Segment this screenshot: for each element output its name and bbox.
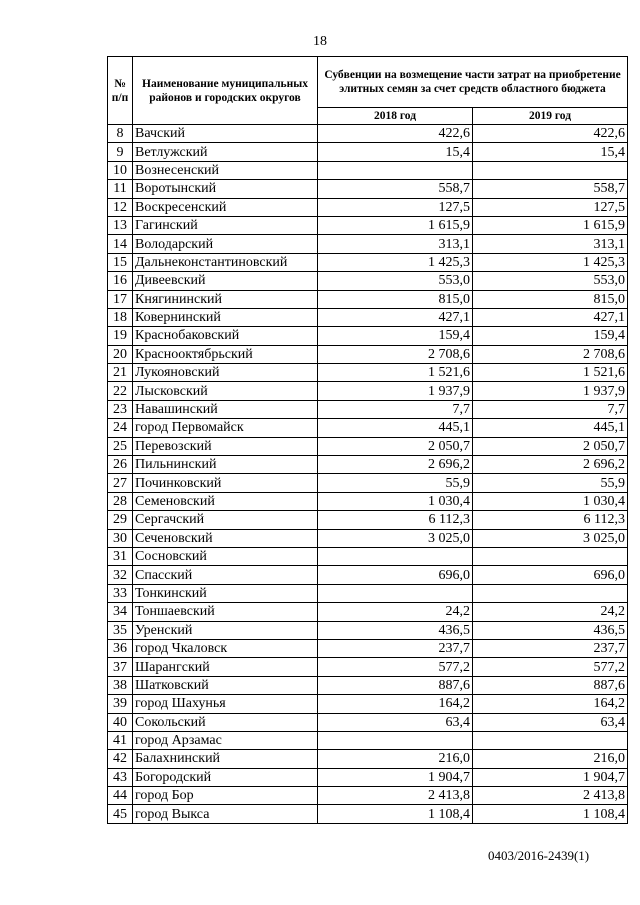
value-2018: 1 108,4 xyxy=(318,805,473,823)
table-row xyxy=(108,198,628,216)
value-2019: 55,9 xyxy=(473,474,628,492)
value-2019: 2 708,6 xyxy=(473,345,628,363)
value-2019: 216,0 xyxy=(473,750,628,768)
value-2019 xyxy=(473,547,628,565)
row-number: 37 xyxy=(108,658,133,676)
district-name: Тонкинский xyxy=(133,584,318,602)
row-number: 14 xyxy=(108,235,133,253)
value-2018 xyxy=(318,161,473,179)
value-2018: 577,2 xyxy=(318,658,473,676)
row-number: 10 xyxy=(108,161,133,179)
district-name: Тоншаевский xyxy=(133,603,318,621)
value-2018 xyxy=(318,547,473,565)
row-number: 41 xyxy=(108,731,133,749)
row-number: 26 xyxy=(108,456,133,474)
table-row xyxy=(108,437,628,455)
value-2018 xyxy=(318,731,473,749)
table-row xyxy=(108,308,628,326)
value-2019: 1 030,4 xyxy=(473,492,628,510)
table-row xyxy=(108,639,628,657)
value-2019: 2 050,7 xyxy=(473,437,628,455)
value-2019: 577,2 xyxy=(473,658,628,676)
value-2019: 2 696,2 xyxy=(473,456,628,474)
value-2018: 24,2 xyxy=(318,603,473,621)
value-2019: 24,2 xyxy=(473,603,628,621)
value-2018: 237,7 xyxy=(318,639,473,657)
table-row xyxy=(108,676,628,694)
value-2019: 558,7 xyxy=(473,180,628,198)
value-2018: 6 112,3 xyxy=(318,511,473,529)
row-number: 19 xyxy=(108,327,133,345)
district-name: Сокольский xyxy=(133,713,318,731)
value-2018: 216,0 xyxy=(318,750,473,768)
row-number: 25 xyxy=(108,437,133,455)
table-row xyxy=(108,327,628,345)
value-2018: 436,5 xyxy=(318,621,473,639)
value-2019: 313,1 xyxy=(473,235,628,253)
row-number: 42 xyxy=(108,750,133,768)
row-number: 28 xyxy=(108,492,133,510)
value-2018: 1 030,4 xyxy=(318,492,473,510)
value-2018: 815,0 xyxy=(318,290,473,308)
table-row xyxy=(108,768,628,786)
table-row xyxy=(108,658,628,676)
header-2018: 2018 год xyxy=(318,108,473,125)
table-row xyxy=(108,621,628,639)
table-row xyxy=(108,584,628,602)
row-number: 13 xyxy=(108,216,133,234)
table-row xyxy=(108,787,628,805)
table-row xyxy=(108,529,628,547)
header-subsidy: Субвенции на возмещение части затрат на приобретение элитных семян за счет средств областного бюджета xyxy=(318,57,628,108)
header-num: № п/п xyxy=(108,57,133,125)
value-2019: 3 025,0 xyxy=(473,529,628,547)
district-name: Шарангский xyxy=(133,658,318,676)
value-2018: 63,4 xyxy=(318,713,473,731)
district-name: город Выкса xyxy=(133,805,318,823)
value-2019: 553,0 xyxy=(473,272,628,290)
district-name: Гагинский xyxy=(133,216,318,234)
value-2019: 445,1 xyxy=(473,419,628,437)
row-number: 33 xyxy=(108,584,133,602)
row-number: 43 xyxy=(108,768,133,786)
value-2018: 2 696,2 xyxy=(318,456,473,474)
value-2018: 887,6 xyxy=(318,676,473,694)
district-name: город Шахунья xyxy=(133,695,318,713)
district-name: Княгининский xyxy=(133,290,318,308)
value-2019 xyxy=(473,731,628,749)
table-row xyxy=(108,400,628,418)
value-2018 xyxy=(318,584,473,602)
value-2018: 427,1 xyxy=(318,308,473,326)
value-2019: 2 413,8 xyxy=(473,787,628,805)
value-2018: 2 050,7 xyxy=(318,437,473,455)
row-number: 38 xyxy=(108,676,133,694)
value-2018: 2 708,6 xyxy=(318,345,473,363)
value-2019: 1 937,9 xyxy=(473,382,628,400)
district-name: город Первомайск xyxy=(133,419,318,437)
value-2018: 1 904,7 xyxy=(318,768,473,786)
value-2018: 1 521,6 xyxy=(318,364,473,382)
value-2019: 422,6 xyxy=(473,125,628,143)
value-2018: 1 937,9 xyxy=(318,382,473,400)
table-row xyxy=(108,180,628,198)
value-2019: 427,1 xyxy=(473,308,628,326)
row-number: 24 xyxy=(108,419,133,437)
table-row xyxy=(108,456,628,474)
header-name: Наименование муниципальных районов и городских округов xyxy=(133,57,318,125)
district-name: Ковернинский xyxy=(133,308,318,326)
value-2018: 2 413,8 xyxy=(318,787,473,805)
value-2018: 164,2 xyxy=(318,695,473,713)
value-2019: 7,7 xyxy=(473,400,628,418)
value-2019 xyxy=(473,161,628,179)
table-row xyxy=(108,290,628,308)
table-row xyxy=(108,547,628,565)
value-2019: 1 904,7 xyxy=(473,768,628,786)
value-2018: 696,0 xyxy=(318,566,473,584)
district-name: Лукояновский xyxy=(133,364,318,382)
value-2018: 1 615,9 xyxy=(318,216,473,234)
district-name: Спасский xyxy=(133,566,318,584)
table-row xyxy=(108,731,628,749)
value-2018: 15,4 xyxy=(318,143,473,161)
value-2019: 1 521,6 xyxy=(473,364,628,382)
value-2019: 1 615,9 xyxy=(473,216,628,234)
value-2019: 696,0 xyxy=(473,566,628,584)
row-number: 21 xyxy=(108,364,133,382)
row-number: 8 xyxy=(108,125,133,143)
value-2018: 7,7 xyxy=(318,400,473,418)
table-row xyxy=(108,143,628,161)
value-2018: 1 425,3 xyxy=(318,253,473,271)
row-number: 23 xyxy=(108,400,133,418)
district-name: Сеченовский xyxy=(133,529,318,547)
value-2018: 553,0 xyxy=(318,272,473,290)
subsidy-table xyxy=(107,56,628,824)
value-2018: 558,7 xyxy=(318,180,473,198)
row-number: 30 xyxy=(108,529,133,547)
value-2019: 1 108,4 xyxy=(473,805,628,823)
table-row xyxy=(108,695,628,713)
district-name: Лысковский xyxy=(133,382,318,400)
row-number: 39 xyxy=(108,695,133,713)
row-number: 29 xyxy=(108,511,133,529)
table-row xyxy=(108,382,628,400)
district-name: Краснооктябрьский xyxy=(133,345,318,363)
row-number: 40 xyxy=(108,713,133,731)
table-row xyxy=(108,345,628,363)
table-body xyxy=(108,125,628,824)
header-2019: 2019 год xyxy=(473,108,628,125)
value-2019: 63,4 xyxy=(473,713,628,731)
value-2019: 815,0 xyxy=(473,290,628,308)
value-2019: 887,6 xyxy=(473,676,628,694)
district-name: город Чкаловск xyxy=(133,639,318,657)
value-2019: 1 425,3 xyxy=(473,253,628,271)
table-row xyxy=(108,216,628,234)
district-name: Перевозский xyxy=(133,437,318,455)
table-row xyxy=(108,474,628,492)
row-number: 18 xyxy=(108,308,133,326)
district-name: Пильнинский xyxy=(133,456,318,474)
district-name: город Бор xyxy=(133,787,318,805)
district-name: Балахнинский xyxy=(133,750,318,768)
row-number: 11 xyxy=(108,180,133,198)
table-row xyxy=(108,492,628,510)
table-row xyxy=(108,750,628,768)
table-row xyxy=(108,161,628,179)
district-name: Краснобаковский xyxy=(133,327,318,345)
row-number: 32 xyxy=(108,566,133,584)
row-number: 22 xyxy=(108,382,133,400)
value-2018: 55,9 xyxy=(318,474,473,492)
row-number: 36 xyxy=(108,639,133,657)
district-name: Ветлужский xyxy=(133,143,318,161)
district-name: Воскресенский xyxy=(133,198,318,216)
row-number: 27 xyxy=(108,474,133,492)
value-2019: 164,2 xyxy=(473,695,628,713)
table-row xyxy=(108,125,628,143)
row-number: 16 xyxy=(108,272,133,290)
table-row xyxy=(108,713,628,731)
row-number: 35 xyxy=(108,621,133,639)
district-name: Починковский xyxy=(133,474,318,492)
row-number: 34 xyxy=(108,603,133,621)
row-number: 20 xyxy=(108,345,133,363)
row-number: 15 xyxy=(108,253,133,271)
district-name: Богородский xyxy=(133,768,318,786)
value-2018: 445,1 xyxy=(318,419,473,437)
district-name: Дивеевский xyxy=(133,272,318,290)
district-name: Навашинский xyxy=(133,400,318,418)
table-row xyxy=(108,253,628,271)
row-number: 12 xyxy=(108,198,133,216)
table-row xyxy=(108,805,628,823)
district-name: Вознесенский xyxy=(133,161,318,179)
district-name: город Арзамас xyxy=(133,731,318,749)
district-name: Шатковский xyxy=(133,676,318,694)
value-2019: 237,7 xyxy=(473,639,628,657)
table-row xyxy=(108,364,628,382)
district-name: Воротынский xyxy=(133,180,318,198)
value-2018: 3 025,0 xyxy=(318,529,473,547)
row-number: 9 xyxy=(108,143,133,161)
table-row xyxy=(108,419,628,437)
value-2018: 422,6 xyxy=(318,125,473,143)
district-name: Вачский xyxy=(133,125,318,143)
table-row xyxy=(108,235,628,253)
district-name: Уренский xyxy=(133,621,318,639)
district-name: Сосновский xyxy=(133,547,318,565)
value-2018: 159,4 xyxy=(318,327,473,345)
district-name: Володарский xyxy=(133,235,318,253)
value-2018: 127,5 xyxy=(318,198,473,216)
table-row xyxy=(108,272,628,290)
value-2019: 127,5 xyxy=(473,198,628,216)
value-2019 xyxy=(473,584,628,602)
value-2019: 436,5 xyxy=(473,621,628,639)
table-row xyxy=(108,566,628,584)
district-name: Дальнеконстантиновский xyxy=(133,253,318,271)
page-number: 18 xyxy=(313,34,327,49)
table-row xyxy=(108,603,628,621)
row-number: 45 xyxy=(108,805,133,823)
district-name: Семеновский xyxy=(133,492,318,510)
value-2018: 313,1 xyxy=(318,235,473,253)
row-number: 31 xyxy=(108,547,133,565)
row-number: 17 xyxy=(108,290,133,308)
value-2019: 159,4 xyxy=(473,327,628,345)
document-code: 0403/2016-2439(1) xyxy=(488,848,590,863)
value-2019: 6 112,3 xyxy=(473,511,628,529)
table-row xyxy=(108,511,628,529)
value-2019: 15,4 xyxy=(473,143,628,161)
row-number: 44 xyxy=(108,787,133,805)
district-name: Сергачский xyxy=(133,511,318,529)
